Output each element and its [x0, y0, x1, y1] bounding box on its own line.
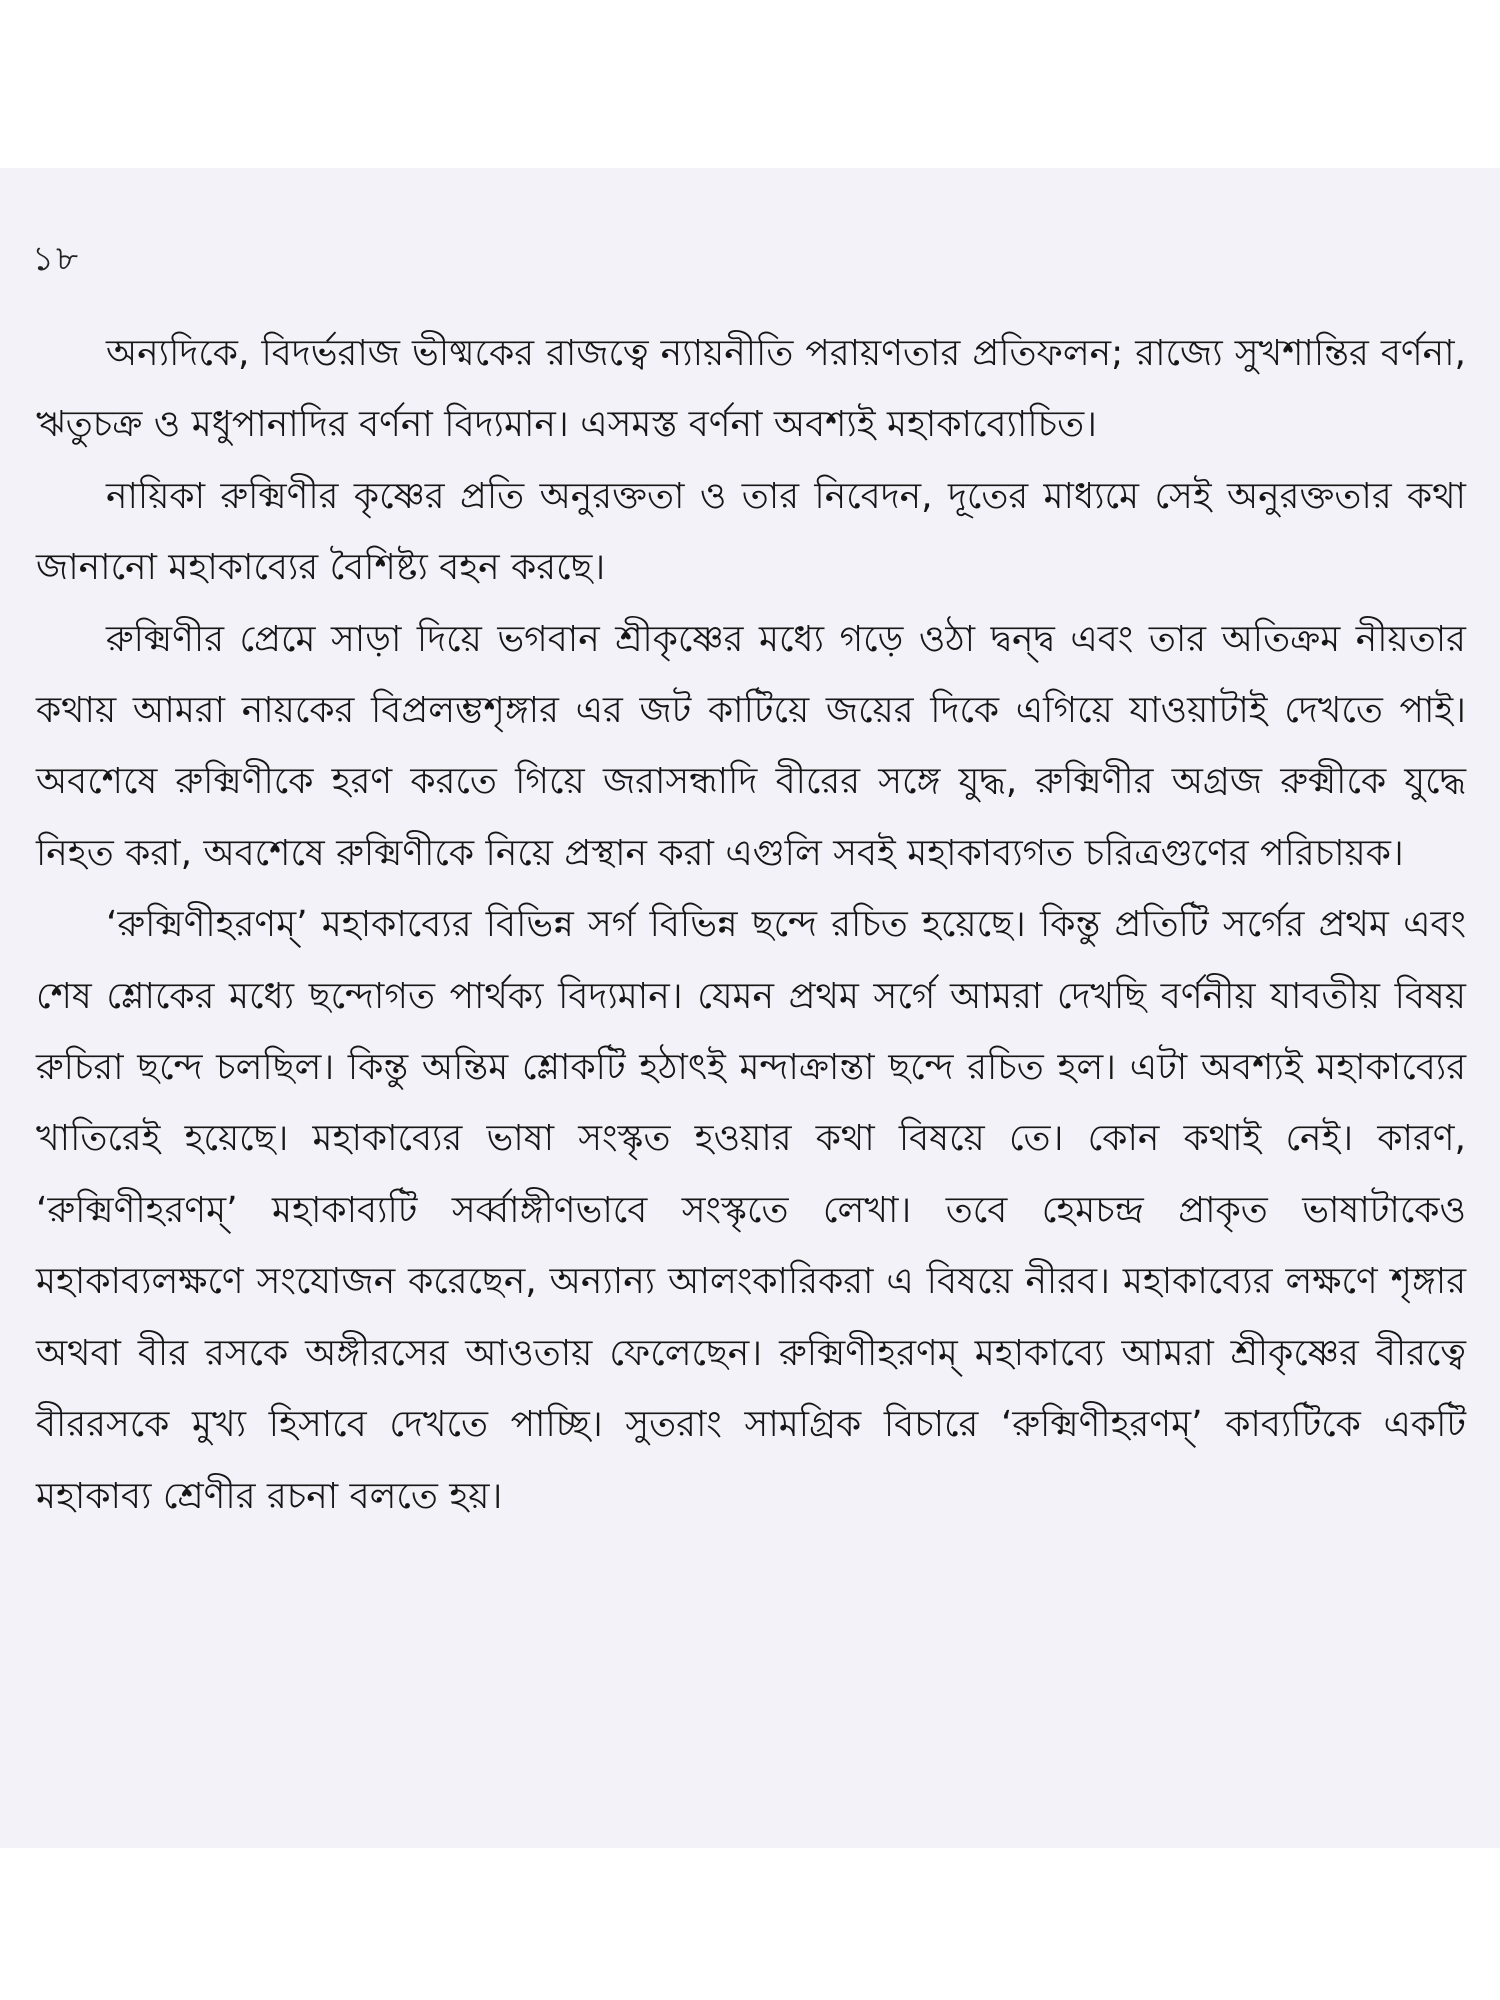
paragraph: নায়িকা রুক্মিণীর কৃষ্ণের প্রতি অনুরক্ততা ও তার নিবেদন, দূতের মাধ্যমে সেই অনুরক্ততার কথা জানানো মহাকাব্যের বৈশিষ্ট্য বহন করছে। [36, 475, 1466, 589]
paragraph: ‘রুক্মিণীহরণম্’ মহাকাব্যের বিভিন্ন সর্গ বিভিন্ন ছন্দে রচিত হয়েছে। কিন্তু প্রতিটি সর্গের প্রথম এবং শেষ শ্লোকের মধ্যে ছন্দোগত পার্থক্য বিদ্যমান। যেমন প্রথম সর্গে আমরা দেখছি বর্ণনীয় যাবতীয় বিষয় রুচিরা ছন্দে চলছিল। কিন্তু অন্তিম শ্লোকটি হঠাৎই মন্দাক্রান্তা ছন্দে রচিত হল। এটা অবশ্যই মহাকাব্যের খাতিরেই হয়েছে। মহাকাব্যের ভাষা সংস্কৃত হওয়ার কথা বিষয়ে তে। কোন কথাই নেই। কারণ, ‘রুক্মিণীহরণম্’ মহাকাব্যটি সর্ব্বাঙ্গীণভাবে সংস্কৃতে লেখা। তবে হেমচন্দ্র প্রাকৃত ভাষাটাকেও মহাকাব্যলক্ষণে সংযোজন করেছেন, অন্যান্য আলংকারিকরা এ বিষয়ে নীরব। মহাকাব্যের লক্ষণে শৃঙ্গার অথবা বীর রসকে অঙ্গীরসের আওতায় ফেলেছেন। রুক্মিণীহরণম্ মহাকাব্যে আমরা শ্রীকৃষ্ণের বীরত্বে বীররসকে মুখ্য হিসাবে দেখতে পাচ্ছি। সুতরাং সামগ্রিক বিচারে ‘রুক্মিণীহরণম্’ কাব্যটিকে একটি মহাকাব্য শ্রেণীর রচনা বলতে হয়। [36, 904, 1466, 1517]
paragraph: অন্যদিকে, বিদর্ভরাজ ভীষ্মকের রাজত্বে ন্যায়নীতি পরায়ণতার প্রতিফলন; রাজ্যে সুখশান্তির বর্ণনা, ঋতুচক্র ও মধুপানাদির বর্ণনা বিদ্যমান। এসমস্ত বর্ণনা অবশ্যই মহাকাব্যোচিত। [36, 333, 1466, 446]
paragraph: রুক্মিণীর প্রেমে সাড়া দিয়ে ভগবান শ্রীকৃষ্ণের মধ্যে গড়ে ওঠা দ্বন্দ্ব এবং তার অতিক্রম নীয়তার কথায় আমরা নায়কের বিপ্রলম্ভশৃঙ্গার এর জট কাটিয়ে জয়ের দিকে এগিয়ে যাওয়াটাই দেখতে পাই। অবশেষে রুক্মিণীকে হরণ করতে গিয়ে জরাসন্ধাদি বীরের সঙ্গে যুদ্ধ, রুক্মিণীর অগ্রজ রুক্মীকে যুদ্ধে নিহত করা, অবশেষে রুক্মিণীকে নিয়ে প্রস্থান করা এগুলি সবই মহাকাব্যগত চরিত্রগুণের পরিচায়ক। [36, 618, 1466, 874]
page-number: ১৮ [32, 239, 81, 279]
page-body [36, 318, 1466, 1532]
